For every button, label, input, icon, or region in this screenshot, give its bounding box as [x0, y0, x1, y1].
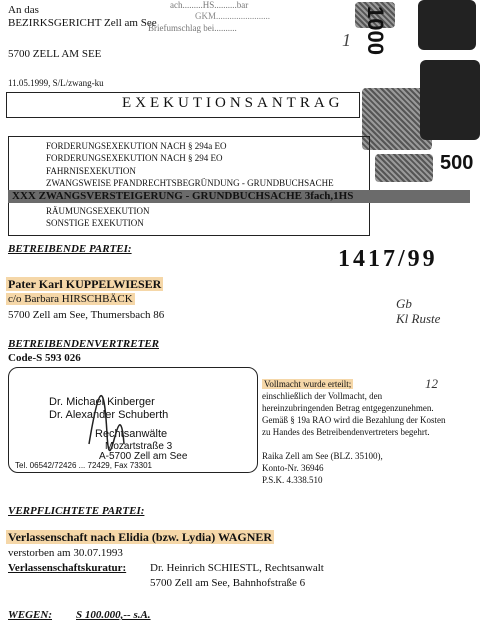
kurator-name: Dr. Heinrich SCHIESTL, Rechtsanwalt — [150, 562, 324, 574]
defendant-name: Verlassenschaft nach Elidia (bzw. Lydia) WAGNER — [8, 530, 273, 544]
lawyer-firm: Rechtsanwälte — [95, 428, 168, 440]
stamp-fragment-bottom: Briefumschlag bei.......... — [148, 23, 237, 33]
lawyer-city: A-5700 Zell am See — [99, 451, 188, 462]
option-item: FORDERUNGSEXEKUTION NACH § 294a EO — [46, 141, 227, 151]
vollmacht-highlight: Vollmacht wurde erteilt; — [264, 379, 352, 389]
handwritten-note: Kl Ruste — [396, 311, 441, 326]
handwritten-note: Gb — [396, 296, 412, 311]
vollmacht-line: zu Handes des Betreibendenvertreters begehrt. — [262, 427, 430, 437]
option-item: FAHRNISEXEKUTION — [46, 166, 136, 176]
lawyer-stamp — [8, 367, 258, 473]
wegen-label: WEGEN: — [8, 609, 53, 621]
revenue-stamp-icon — [418, 0, 476, 50]
vertreter-heading: BETREIBENDENVERTRETER — [8, 338, 159, 350]
revenue-stamp-icon — [375, 154, 433, 182]
option-item-selected: XXX ZWANGSVERSTEIGERUNG - GRUNDBUCHSACHE 3fach,1HS — [12, 190, 354, 202]
vollmacht-line: Gemäß § 19a RAO wird die Bezahlung der Kosten — [262, 415, 446, 425]
lawyer-name: Dr. Michael Kinberger — [49, 396, 155, 408]
stamp-value-1000: 1000 — [363, 6, 388, 55]
vollmacht-line: einschließlich der Vollmacht, den — [262, 391, 383, 401]
revenue-stamp-icon — [420, 60, 480, 140]
applicant-care-of: c/o Barbara HIRSCHBÄCK — [8, 293, 133, 305]
bank-line: P.S.K. 4.338.510 — [262, 475, 323, 485]
applicant-name: Pater Karl KUPPELWIESER — [8, 277, 162, 291]
handwritten-note: 12 — [425, 376, 438, 391]
stamp-fragment-mid: GKM........................ — [195, 11, 271, 21]
handwritten-mark: 1 — [342, 30, 351, 50]
option-item: RÄUMUNGSEXEKUTION — [46, 206, 150, 216]
court-name: BEZIRKSGERICHT Zell am See — [8, 17, 157, 29]
kurator-address: 5700 Zell am See, Bahnhofstraße 6 — [150, 577, 306, 589]
date-reference: 11.05.1999, S/L/zwang-ku — [8, 78, 104, 88]
wegen-amount: S 100.000,-- s.A. — [76, 609, 151, 621]
lawyer-street: Mozartstraße 3 — [105, 441, 173, 452]
vertreter-code: Code-S 593 026 — [8, 352, 81, 364]
signature-icon — [79, 374, 139, 454]
bank-line: Raika Zell am See (BLZ. 35100), — [262, 451, 383, 461]
option-item: ZWANGSWEISE PFANDRECHTSBEGRÜNDUNG - GRUNDBUCHSACHE — [46, 178, 334, 188]
case-number: 1417/99 — [338, 246, 438, 272]
verpflichtete-heading: VERPFLICHTETE PARTEI: — [8, 505, 145, 517]
vollmacht-line: hereinzubringenden Betrag entgegenzunehmen. — [262, 403, 434, 413]
defendant-died: verstorben am 30.07.1993 — [8, 547, 123, 559]
recipient-prefix: An das — [8, 4, 39, 16]
document-title: EXEKUTIONSANTRAG — [122, 95, 344, 111]
lawyer-name: Dr. Alexander Schuberth — [49, 409, 169, 421]
stamp-fragment-top: ach.........HS..........bar — [170, 0, 249, 10]
option-item: SONSTIGE EXEKUTION — [46, 218, 144, 228]
court-city: 5700 ZELL AM SEE — [8, 48, 102, 60]
lawyer-phone: Tel. 06542/72426 ... 72429, Fax 73301 — [15, 461, 152, 470]
applicant-address: 5700 Zell am See, Thumersbach 86 — [8, 309, 165, 321]
bank-line: Konto-Nr. 36946 — [262, 463, 324, 473]
stamp-value-500: 500 — [440, 152, 474, 174]
kurator-label: Verlassenschaftskuratur: — [8, 562, 127, 574]
option-item: FORDERUNGSEXEKUTION NACH § 294 EO — [46, 153, 223, 163]
betreibende-heading: BETREIBENDE PARTEI: — [8, 243, 132, 255]
